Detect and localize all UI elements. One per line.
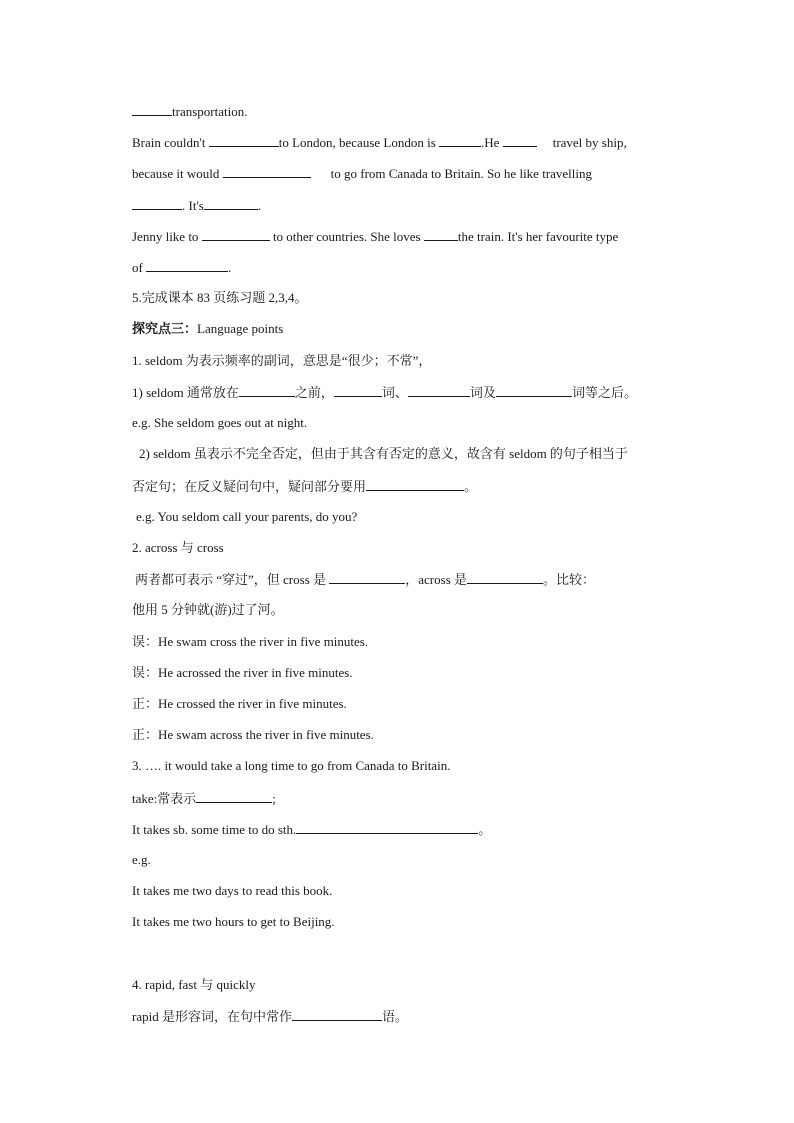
text-line-6: of .: [132, 260, 232, 275]
blank[interactable]: [239, 383, 295, 397]
blank[interactable]: [496, 383, 572, 397]
text-line-22: 3. …. it would take a long time to go from Canada to Britain.: [132, 758, 451, 773]
blank[interactable]: [196, 789, 272, 803]
text-line-5: Jenny like to to other countries. She loves the train. It's her favourite type: [132, 229, 619, 244]
text-line-9: 1. seldom 为表示频率的副词，意思是“很少；不常”，: [132, 353, 432, 368]
blank[interactable]: [209, 133, 279, 147]
text-line-10: 1) seldom 通常放在 之前， 词、 词及 词等之后。: [132, 385, 637, 400]
text-line-14: e.g. You seldom call your parents, do you?: [136, 509, 358, 524]
text-line-11: e.g. She seldom goes out at night.: [132, 415, 308, 430]
text-line-13: 否定句；在反义疑问句中，疑问部分要用 。: [132, 479, 478, 494]
blank[interactable]: [334, 383, 382, 397]
blank[interactable]: [202, 227, 270, 241]
text-line-25: e.g.: [132, 852, 151, 867]
blank[interactable]: [296, 820, 478, 834]
text-line-18: 误：He swam cross the river in five minutes.: [132, 634, 369, 649]
blank[interactable]: [439, 133, 481, 147]
text-line-7: 5.完成课本 83 页练习题 2,3,4。: [132, 290, 308, 305]
text-line-29: rapid 是形容词，在句中常作 语。: [132, 1009, 408, 1024]
blank[interactable]: [408, 383, 470, 397]
text-line-26: It takes me two days to read this book.: [132, 883, 333, 898]
text-line-24: It takes sb. some time to do sth. 。: [132, 822, 492, 837]
blank[interactable]: [132, 196, 182, 210]
text-line-1: transportation.: [132, 102, 662, 121]
text-line-27: It takes me two hours to get to Beijing.: [132, 914, 335, 929]
text-line-12: 2) seldom 虽表示不完全否定，但由于其含有否定的意义，故含有 seldom 的句子相当于: [139, 446, 628, 461]
section-heading: 探究点三：Language points: [132, 321, 284, 336]
text-line-17: 他用 5 分钟就(游)过了河。: [132, 602, 284, 617]
blank[interactable]: [329, 570, 405, 584]
blank[interactable]: [146, 258, 228, 272]
text-line-3: because it would to go from Canada to Britain. So he like travelling: [132, 166, 593, 181]
text-line-23: take:常表示 ;: [132, 791, 276, 806]
blank[interactable]: [366, 477, 464, 491]
text-line-16: 两者都可表示 “穿过”，但 cross 是 ，across 是 。比较：: [135, 572, 596, 587]
blank[interactable]: [292, 1007, 382, 1021]
text-line-20: 正：He crossed the river in five minutes.: [132, 696, 347, 711]
text-line-4: . It's .: [132, 196, 662, 215]
blank[interactable]: [204, 196, 258, 210]
blank[interactable]: [424, 227, 458, 241]
text-line-15: 2. across 与 cross: [132, 540, 224, 555]
text-line-28: 4. rapid, fast 与 quickly: [132, 977, 256, 992]
blank[interactable]: [223, 164, 311, 178]
text-line-2: Brain couldn't to London, because London is .He travel by ship,: [132, 135, 627, 150]
blank[interactable]: [503, 133, 537, 147]
text-line-21: 正：He swam across the river in five minutes.: [132, 727, 374, 742]
blank[interactable]: [132, 102, 172, 116]
text-line-19: 误：He acrossed the river in five minutes.: [132, 665, 353, 680]
blank[interactable]: [467, 570, 543, 584]
